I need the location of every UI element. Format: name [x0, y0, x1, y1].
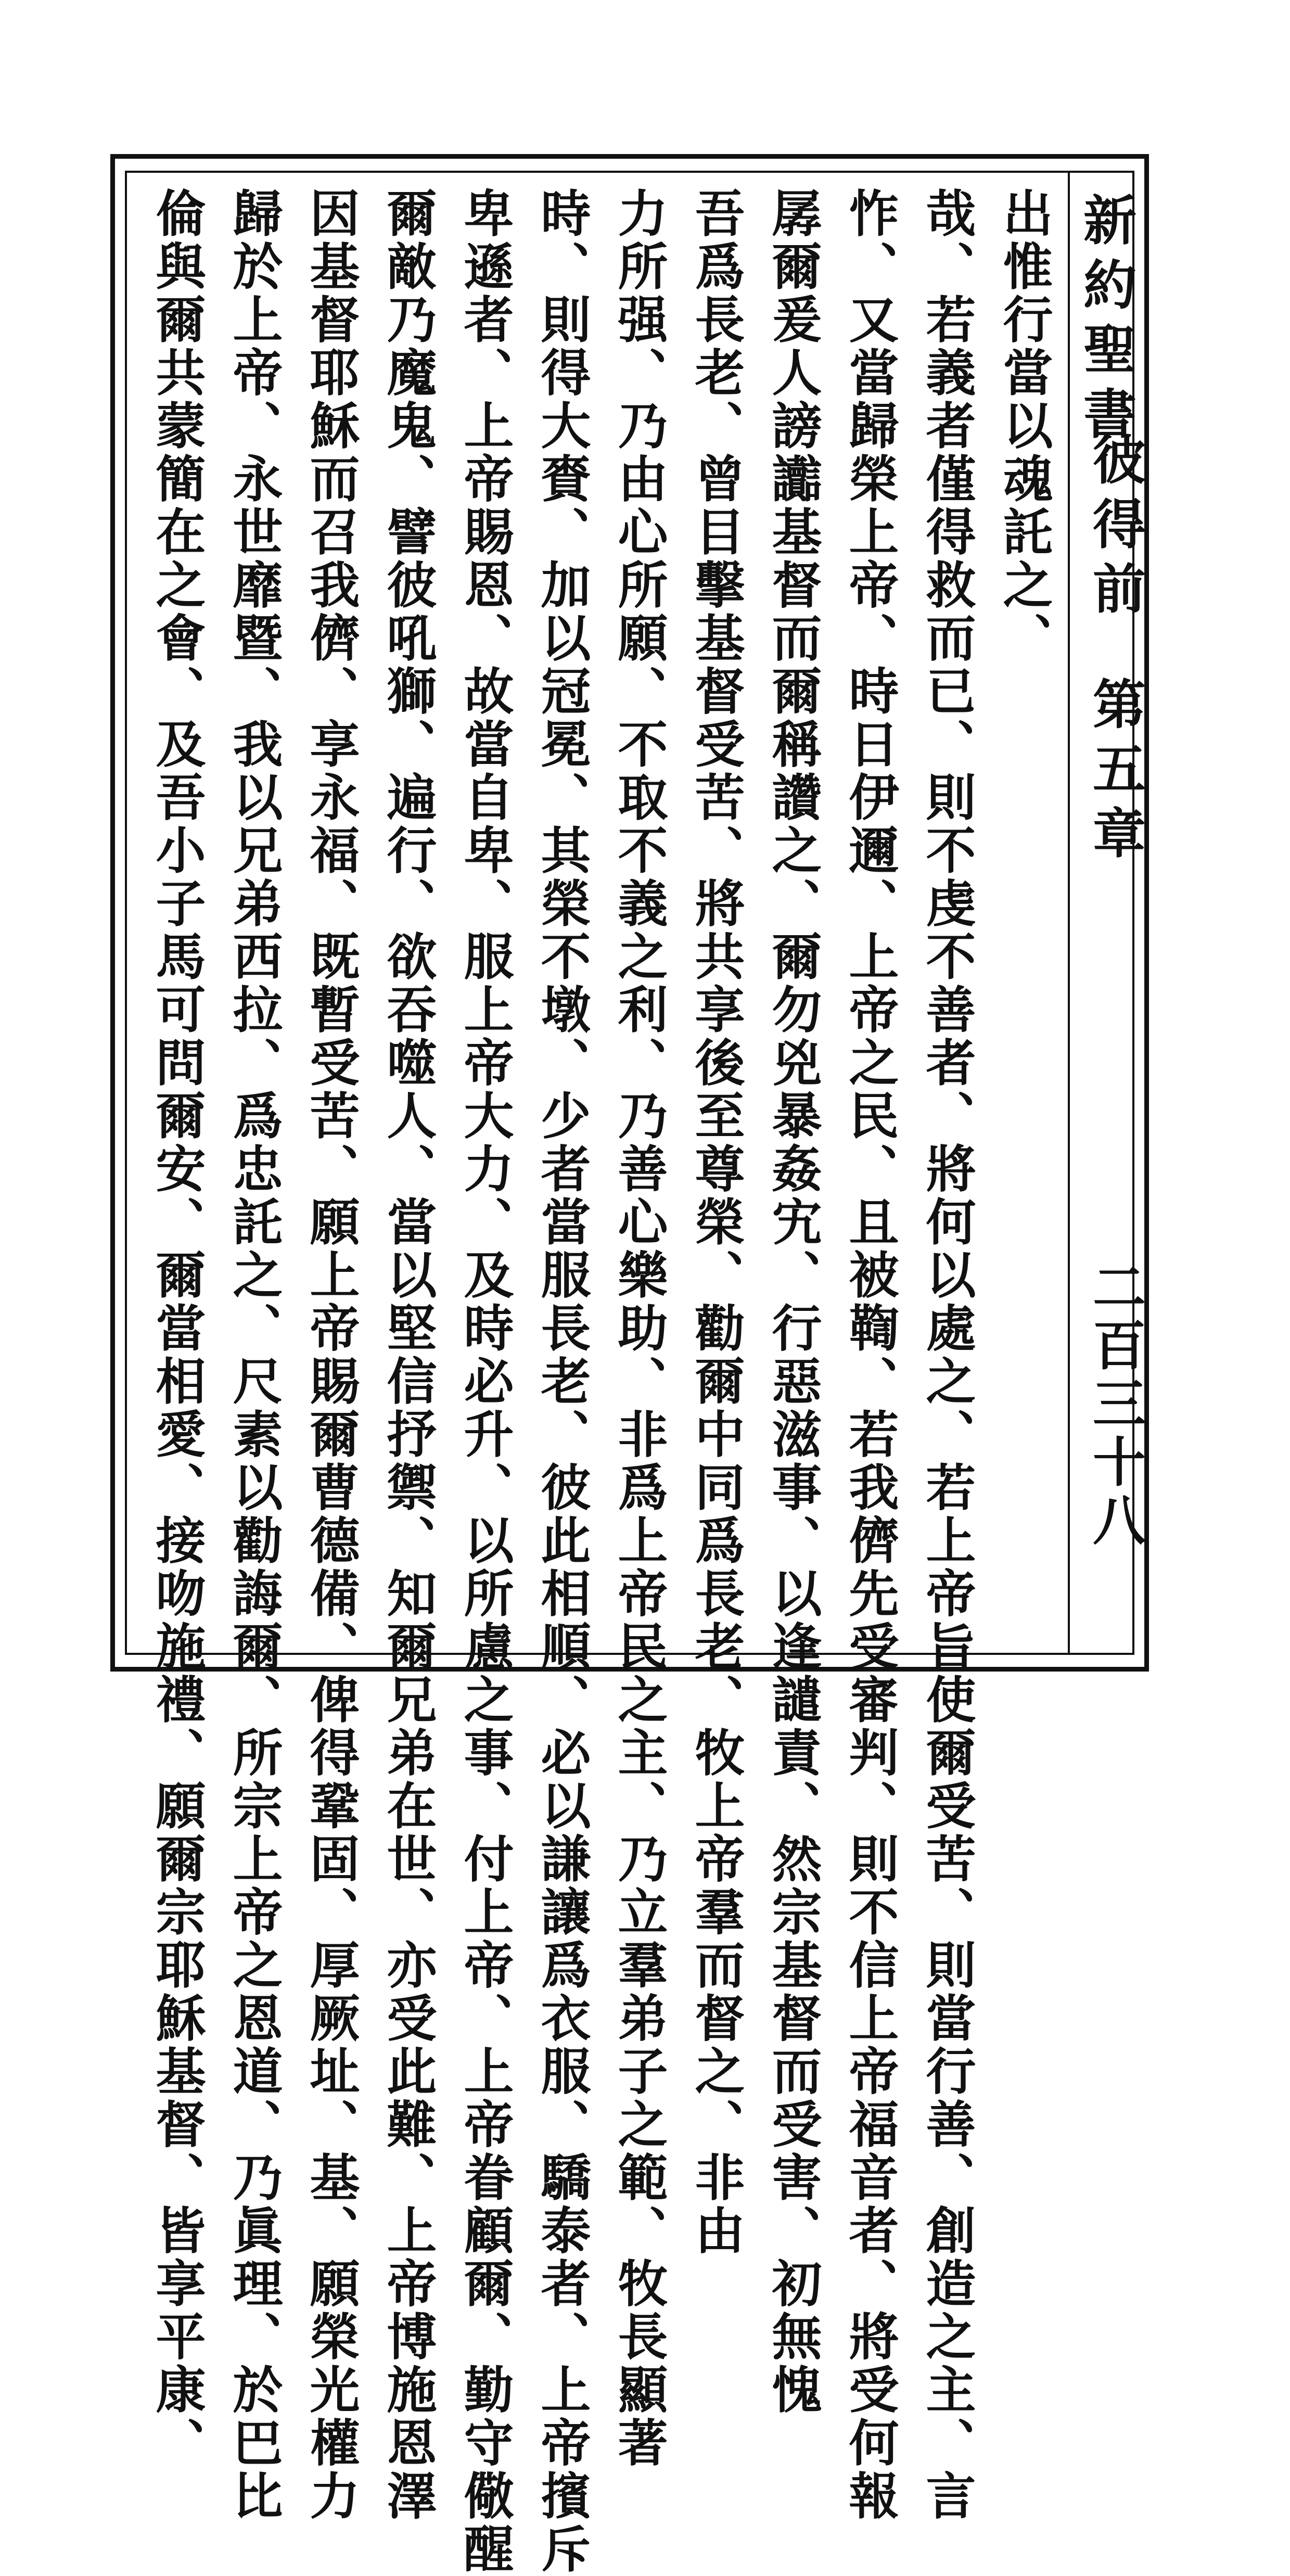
text-line: 因基督耶穌而召我儕、享永福、既暫受苦、願上帝賜爾曹德備、俾得鞏固、厚厥址、基、願榮光權力 [302, 187, 361, 2523]
page-number: 二百三十八 [1084, 1259, 1146, 1551]
text-line: 卑遜者、上帝賜恩、故當自卑、服上帝大力、及時必升、以所慮之事、付上帝、上帝眷顧爾、勤守儆醒 [456, 187, 515, 2576]
text-line: 哉、若義者僅得救而已、則不虔不善者、將何以處之、若上帝旨使爾受苦、則當行善、創造之主、言 [918, 187, 977, 2523]
text-line: 孱爾爰人謗讟基督而爾稱讚之、爾勿兇暴姦宄、行惡滋事、以逢譴責、然宗基督而受害、初無愧 [764, 187, 823, 2417]
text-line: 歸於上帝、永世靡暨、我以兄弟西拉、爲忠託之、尺素以勸誨爾、所宗上帝之恩道、乃眞理、於巴比 [225, 187, 284, 2523]
text-line: 爾敵乃魔鬼、譬彼吼獅、遍行、欲吞噬人、當以堅信抒禦、知爾兄弟在世、亦受此難、上帝博施恩澤 [379, 187, 438, 2523]
text-line: 出惟行當以魂託之、 [995, 187, 1054, 665]
text-line: 倫與爾共蒙簡在之會、及吾小子馬可問爾安、爾當相愛、接吻施禮、願爾宗耶穌基督、皆享平康、 [148, 187, 207, 2470]
text-line: 怍、又當歸榮上帝、時日伊邇、上帝之民、且被鞫、若我儕先受審判、則不信上帝福音者、將受何報 [841, 187, 900, 2523]
body-text [148, 187, 1063, 2576]
chapter-label: 第五章 [1084, 677, 1146, 870]
text-line: 時、則得大賚、加以冠冕、其榮不墩、少者當服長老、彼此相順、必以謙讓爲衣服、驕泰者、上帝擯斥 [533, 187, 592, 2576]
book-title: 新約聖書 [1075, 193, 1137, 451]
text-line: 力所强、乃由心所願、不取不義之利、乃善心樂助、非爲上帝民之主、乃立羣弟子之範、牧長顯著 [610, 187, 669, 2470]
book-name: 彼得前 [1084, 432, 1146, 626]
text-line: 吾爲長老、曾目擊基督受苦、將共享後至尊榮、勸爾中同爲長老、牧上帝羣而督之、非由 [687, 187, 746, 2258]
